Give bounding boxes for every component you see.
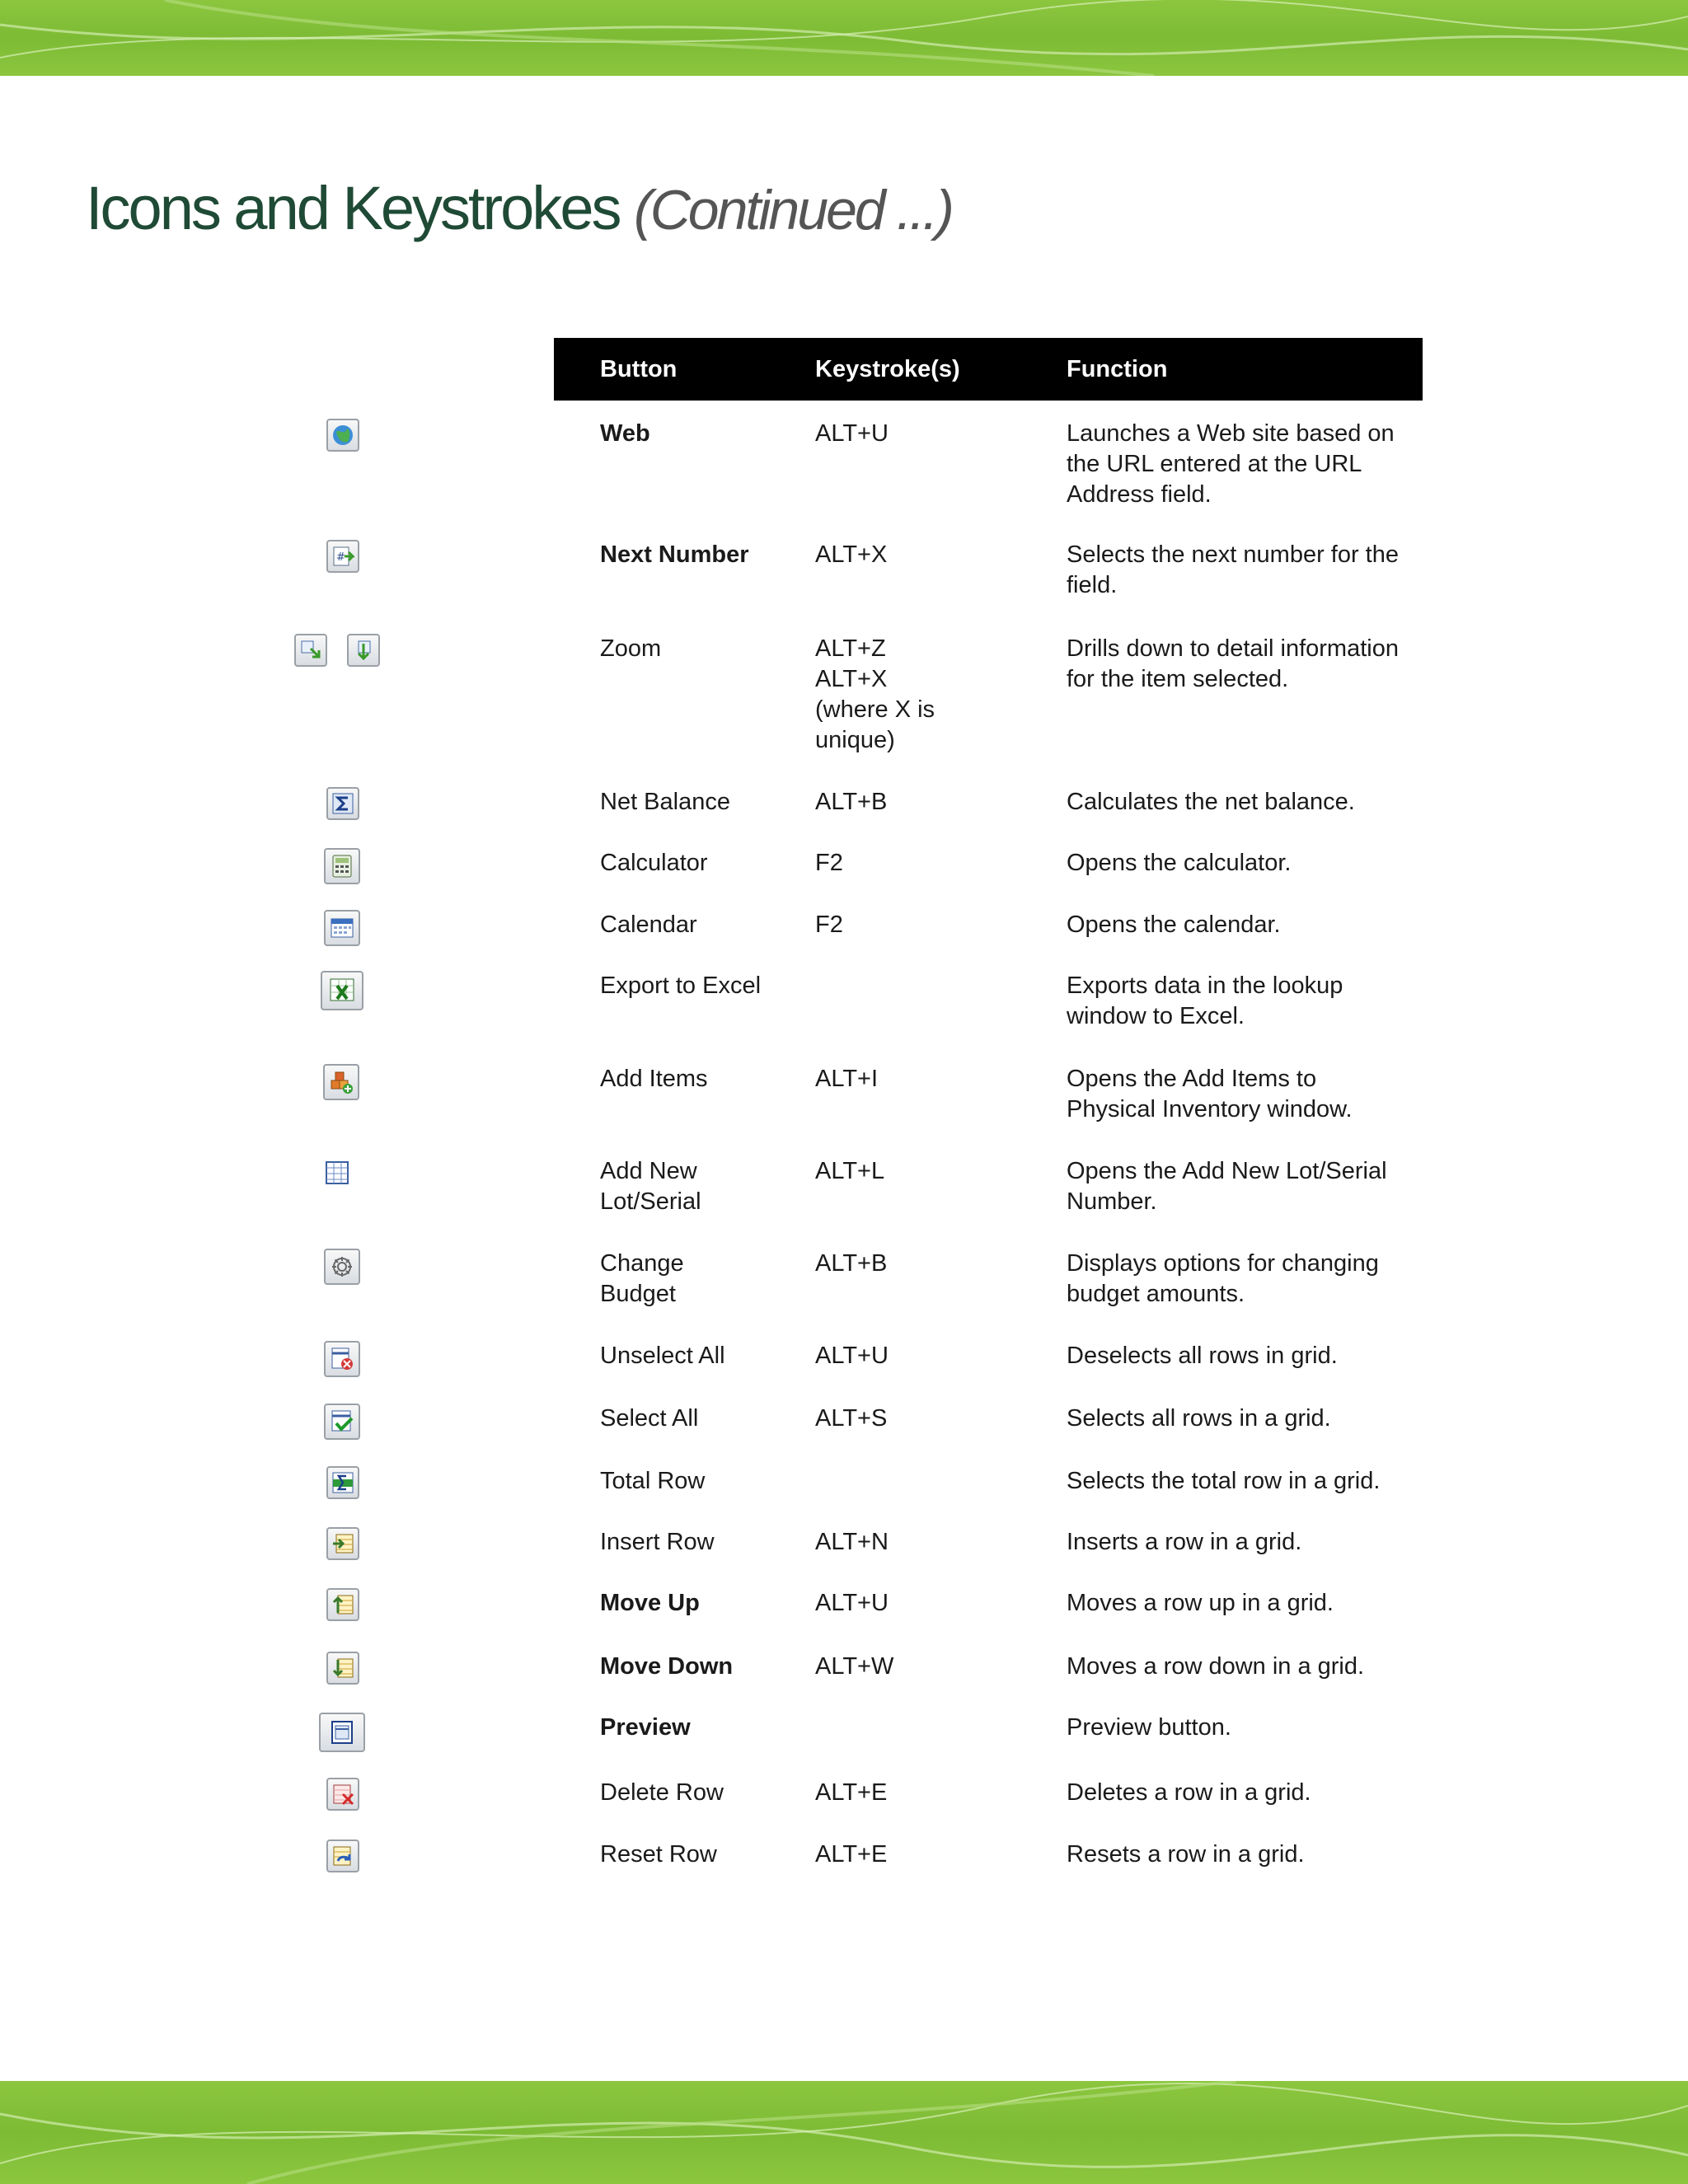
function-description: Calculates the net balance.	[1067, 789, 1355, 815]
svg-text:#: #	[336, 551, 345, 564]
function-description: Opens the calculator.	[1067, 850, 1292, 876]
calendar-icon[interactable]	[324, 910, 360, 946]
add-items-icon[interactable]	[323, 1064, 359, 1100]
function-description: Selects the next number for the field.	[1067, 541, 1399, 598]
keystroke: ALT+L	[815, 1158, 885, 1184]
function-description: Preview button.	[1067, 1714, 1231, 1741]
delete-row-icon[interactable]	[326, 1778, 359, 1811]
page-title-suffix: (Continued ...)	[634, 179, 952, 241]
preview-icon[interactable]	[319, 1713, 365, 1752]
function-description: Moves a row up in a grid.	[1067, 1590, 1334, 1616]
function-description: Deletes a row in a grid.	[1067, 1779, 1311, 1806]
button-name: Change Budget	[600, 1250, 684, 1307]
excel-icon[interactable]	[321, 971, 363, 1010]
page-title-main: Icons and Keystrokes	[86, 174, 620, 242]
keystroke: ALT+B	[815, 1250, 888, 1277]
table-header	[554, 338, 1423, 401]
function-description: Exports data in the lookup window to Excel.	[1067, 972, 1343, 1029]
footer-decor-band	[0, 2081, 1688, 2184]
keystroke: ALT+S	[815, 1405, 888, 1432]
keystroke: ALT+I	[815, 1066, 879, 1092]
button-name: Web	[600, 420, 650, 447]
keystroke: ALT+N	[815, 1529, 889, 1555]
keystroke: ALT+E	[815, 1779, 888, 1806]
button-name: Reset Row	[600, 1841, 717, 1868]
header-decor-band	[0, 0, 1688, 76]
button-name: Export to Excel	[600, 972, 762, 999]
button-name: Select All	[600, 1405, 699, 1432]
page-title	[86, 173, 952, 243]
button-name: Preview	[600, 1714, 691, 1741]
next-number-icon[interactable]	[326, 540, 359, 573]
globe-icon[interactable]	[326, 419, 359, 452]
unselect-all-icon[interactable]	[324, 1341, 360, 1377]
select-all-icon[interactable]	[324, 1404, 360, 1440]
button-name: Net Balance	[600, 789, 730, 815]
function-description: Displays options for changing budget amounts.	[1067, 1250, 1379, 1307]
function-description: Inserts a row in a grid.	[1067, 1529, 1302, 1555]
keystroke: ALT+B	[815, 789, 888, 815]
total-row-icon[interactable]	[326, 1466, 359, 1499]
button-name: Move Up	[600, 1590, 700, 1616]
zoom-icon[interactable]	[347, 634, 380, 667]
function-description: Opens the Add New Lot/Serial Number.	[1067, 1158, 1387, 1215]
function-description: Drills down to detail information for the item selected.	[1067, 635, 1399, 692]
keystroke: ALT+U	[815, 1343, 889, 1369]
button-name: Zoom	[600, 635, 662, 662]
button-name: Calculator	[600, 850, 708, 876]
function-description: Opens the calendar.	[1067, 912, 1281, 938]
move-up-icon[interactable]	[326, 1588, 359, 1621]
column-header-button: Button	[600, 356, 678, 382]
function-description: Launches a Web site based on the URL entered at the URL Address field.	[1067, 420, 1395, 508]
function-description: Moves a row down in a grid.	[1067, 1653, 1365, 1680]
grid-icon[interactable]	[321, 1156, 354, 1189]
calculator-icon[interactable]	[324, 848, 360, 884]
insert-row-icon[interactable]	[326, 1527, 359, 1560]
button-name: Calendar	[600, 912, 697, 938]
reset-row-icon[interactable]	[326, 1840, 359, 1872]
function-description: Selects all rows in a grid.	[1067, 1405, 1331, 1432]
function-description: Resets a row in a grid.	[1067, 1841, 1305, 1868]
keystroke: ALT+E	[815, 1841, 888, 1868]
column-header-function: Function	[1067, 356, 1168, 382]
gear-icon[interactable]	[324, 1249, 360, 1285]
function-description: Selects the total row in a grid.	[1067, 1468, 1381, 1494]
keystroke: ALT+U	[815, 420, 889, 447]
function-description: Deselects all rows in grid.	[1067, 1343, 1338, 1369]
button-name: Move Down	[600, 1653, 734, 1680]
keystroke: ALT+W	[815, 1653, 894, 1680]
button-name: Add Items	[600, 1066, 708, 1092]
move-down-icon[interactable]	[326, 1652, 359, 1685]
keystroke: F2	[815, 912, 843, 938]
button-name: Total Row	[600, 1468, 706, 1494]
keystroke: ALT+Z ALT+X (where X is unique)	[815, 635, 935, 753]
button-name: Delete Row	[600, 1779, 724, 1806]
keystroke: ALT+U	[815, 1590, 889, 1616]
sigma-icon[interactable]	[326, 787, 359, 820]
keystroke: F2	[815, 850, 843, 876]
zoom-icon[interactable]	[294, 634, 327, 667]
button-name: Add New Lot/Serial	[600, 1158, 701, 1215]
function-description: Opens the Add Items to Physical Inventory window.	[1067, 1066, 1353, 1122]
keystroke: ALT+X	[815, 541, 888, 568]
button-name: Unselect All	[600, 1343, 725, 1369]
column-header-keystrokes: Keystroke(s)	[815, 356, 960, 382]
button-name: Insert Row	[600, 1529, 715, 1555]
button-name: Next Number	[600, 541, 749, 568]
